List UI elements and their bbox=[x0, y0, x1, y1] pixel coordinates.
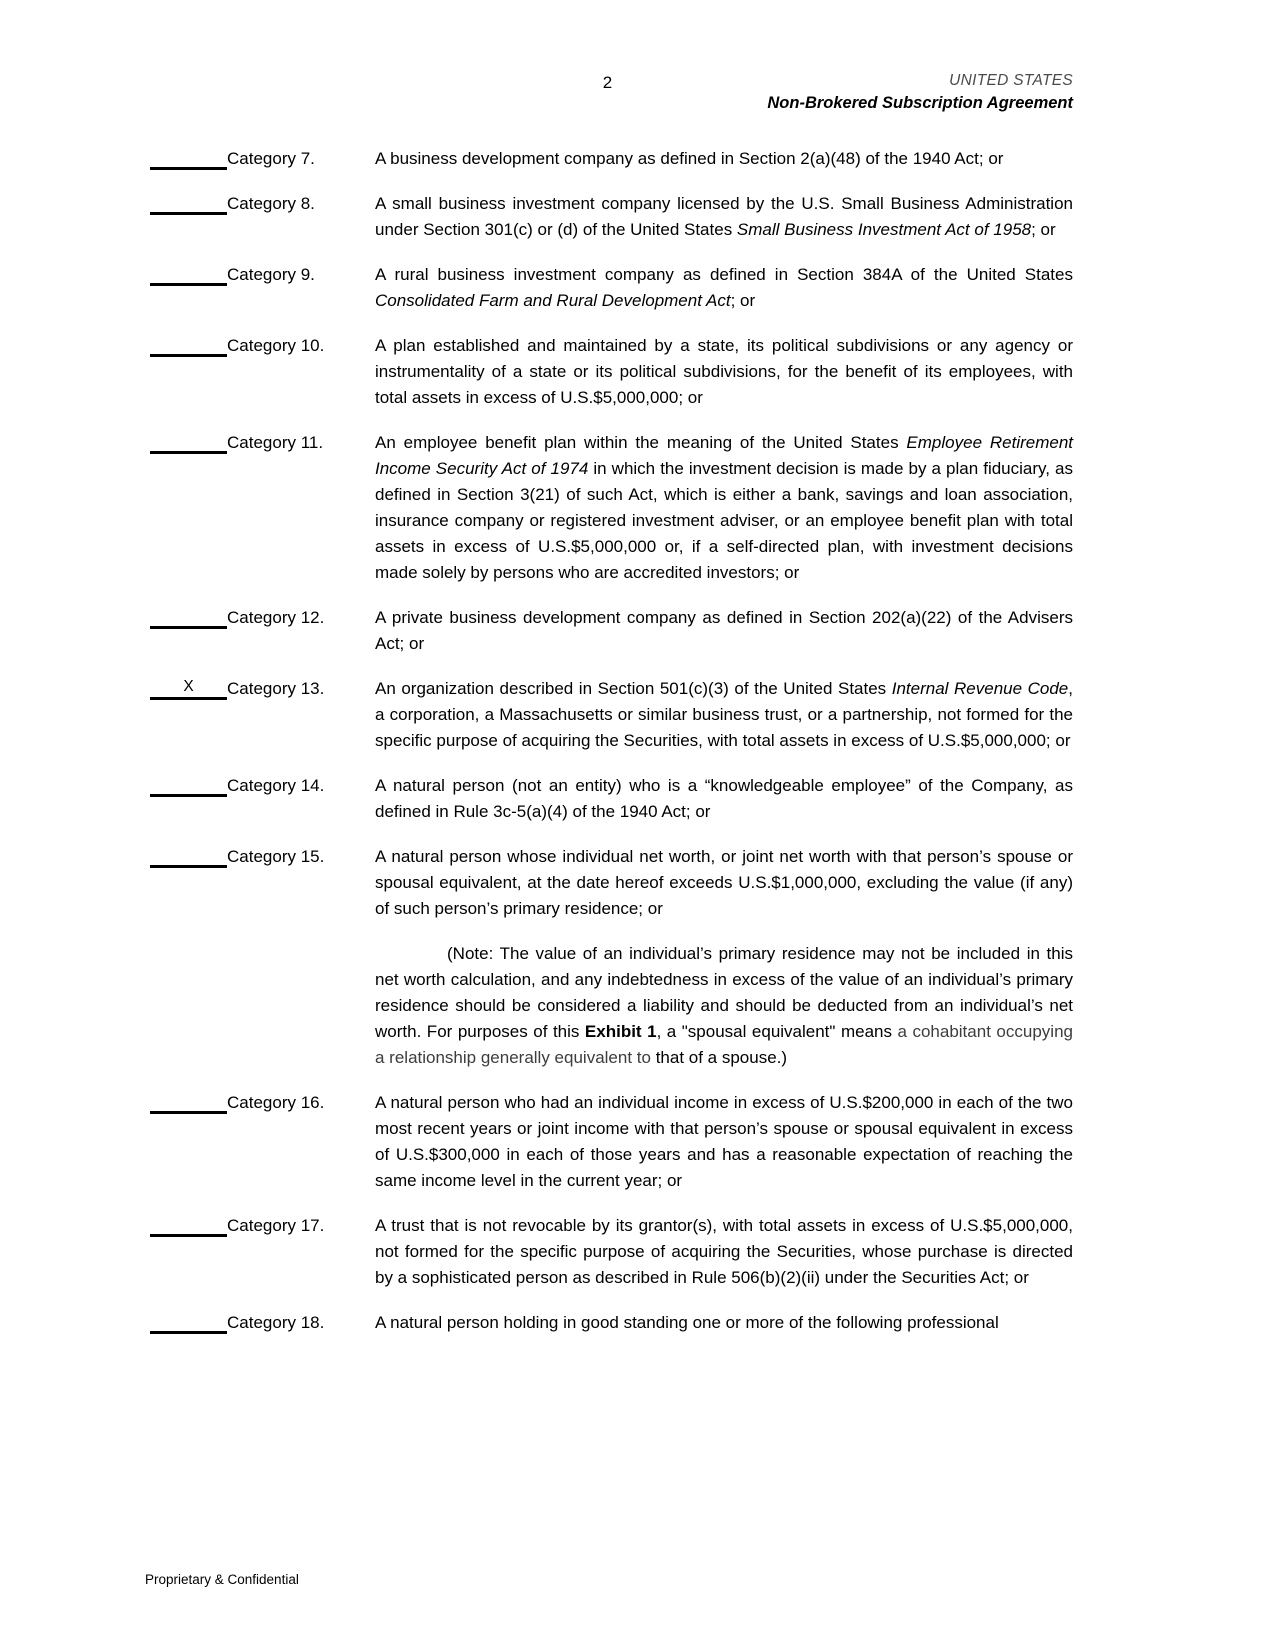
category-body-cell bbox=[375, 191, 1073, 243]
category-label: Category 15. bbox=[227, 847, 325, 866]
check-line[interactable] bbox=[150, 167, 227, 170]
check-line-cell bbox=[150, 191, 227, 243]
category-item-17 bbox=[150, 1213, 1073, 1291]
category-label: Category 17. bbox=[227, 1216, 325, 1235]
text-segment: Internal Revenue Code bbox=[891, 679, 1069, 698]
check-line[interactable] bbox=[150, 283, 227, 286]
category-label: Category 10. bbox=[227, 336, 325, 355]
text-segment: Exhibit 1 bbox=[584, 1022, 657, 1041]
text-segment: a cohabitant occupying a relationship generally equivalent to bbox=[375, 1022, 1073, 1067]
header-country: UNITED STATES bbox=[949, 72, 1073, 89]
check-line[interactable] bbox=[150, 354, 227, 357]
text-segment: An organization described in Section 501(c)(3) of the United States bbox=[375, 679, 892, 698]
category-label: Category 11. bbox=[227, 433, 324, 452]
category-item-10 bbox=[150, 333, 1073, 411]
category-label: Category 18. bbox=[227, 1313, 325, 1332]
check-line-cell bbox=[150, 262, 227, 314]
category-body-text bbox=[375, 146, 1073, 172]
category-body-text bbox=[375, 430, 1073, 586]
text-segment: A small business investment company licensed by the U.S. Small Business Administration under Section 301(c) or (d) of the United States bbox=[375, 194, 1073, 239]
category-label: Category 8. bbox=[227, 194, 315, 213]
check-line[interactable] bbox=[150, 697, 227, 700]
check-line[interactable] bbox=[150, 626, 227, 629]
check-line[interactable] bbox=[150, 212, 227, 215]
category-body-cell bbox=[375, 262, 1073, 314]
page-number: 2 bbox=[602, 73, 613, 92]
category-body-text bbox=[375, 844, 1073, 922]
check-line-cell bbox=[150, 773, 227, 825]
category-body-cell bbox=[375, 676, 1073, 754]
category-body-text bbox=[375, 941, 1073, 1071]
check-line-cell bbox=[150, 1213, 227, 1291]
check-line-cell bbox=[150, 1310, 227, 1336]
check-line[interactable] bbox=[150, 1234, 227, 1237]
text-segment: , a "spousal equivalent" means bbox=[656, 1022, 898, 1041]
category-item-14 bbox=[150, 773, 1073, 825]
text-segment: A natural person whose individual net worth, or joint net worth with that person’s spouse or spousal equivalent, at the date hereof exceeds U.S.$1,000,000, excluding the value (if any) of such person’s primary residence; or bbox=[375, 847, 1073, 918]
check-line[interactable] bbox=[150, 865, 227, 868]
category-label: Category 12. bbox=[227, 608, 325, 627]
text-segment: A private business development company as defined in Section 202(a)(22) of the Advisers Act; or bbox=[375, 608, 1073, 653]
category-item-7 bbox=[150, 146, 1073, 172]
category-body-cell bbox=[375, 146, 1073, 172]
text-segment: A plan established and maintained by a state, its political subdivisions or any agency or instrumentality of a state or its political subdivisions, for the benefit of its employees, with total assets in excess of U.S.$5,000,000; or bbox=[375, 336, 1073, 407]
category-body-text bbox=[375, 191, 1073, 243]
category-list bbox=[150, 146, 1073, 1355]
category-label: Category 9. bbox=[227, 265, 315, 284]
category-label: Category 14. bbox=[227, 776, 325, 795]
category-body-text bbox=[375, 1213, 1073, 1291]
check-line[interactable] bbox=[150, 451, 227, 454]
category-body-cell bbox=[375, 773, 1073, 825]
check-line[interactable] bbox=[150, 794, 227, 797]
text-segment: A natural person holding in good standing one or more of the following professional bbox=[375, 1313, 999, 1332]
category-body-cell bbox=[375, 333, 1073, 411]
text-segment: Consolidated Farm and Rural Development Act bbox=[375, 291, 731, 310]
text-segment: A rural business investment company as defined in Section 384A of the United States bbox=[375, 265, 1073, 284]
category-item-15 bbox=[150, 844, 1073, 922]
category-body-cell bbox=[375, 1310, 1073, 1336]
category-body-cell bbox=[375, 941, 1073, 1071]
header-document-title: Non-Brokered Subscription Agreement bbox=[767, 94, 1073, 112]
text-segment: in which the investment decision is made by a plan fiduciary, as defined in Section 3(21) of such Act, which is either a bank, savings and loan association, insurance company or registered investment adviser, or an employee benefit plan with total assets in excess of U.S.$5,000,000 or, if a self-directed plan, with investment decisions made solely by persons who are accredited investors; or bbox=[375, 459, 1073, 582]
text-segment: Small Business Investment Act of 1958 bbox=[736, 220, 1032, 239]
category-item-13 bbox=[150, 676, 1073, 754]
category-body-text bbox=[375, 605, 1073, 657]
category-item-12 bbox=[150, 605, 1073, 657]
text-segment: (Note: The value of an individual’s primary residence may not be included in this net worth calculation, and any indebtedness in excess of the value of an individual’s primary residence should be considered a liability and should be deducted from an individual’s net worth. For purposes of this bbox=[375, 944, 1073, 1041]
category-body-text bbox=[375, 773, 1073, 825]
category-label: Category 16. bbox=[227, 1093, 325, 1112]
category-body-cell bbox=[375, 1090, 1073, 1194]
category-body-cell bbox=[375, 605, 1073, 657]
check-line-cell bbox=[150, 333, 227, 411]
check-line[interactable] bbox=[150, 1331, 227, 1334]
footer-confidentiality-notice: Proprietary & Confidential bbox=[145, 1572, 299, 1587]
category-label: Category 13. bbox=[227, 679, 325, 698]
text-segment: A natural person (not an entity) who is a “knowledgeable employee” of the Company, as defined in Rule 3c-5(a)(4) of the 1940 Act; or bbox=[375, 776, 1073, 821]
category-item-18 bbox=[150, 1310, 1073, 1336]
category-label: Category 7. bbox=[227, 149, 315, 168]
text-segment: A business development company as defined in Section 2(a)(48) of the 1940 Act; or bbox=[375, 149, 1004, 168]
category-item-16 bbox=[150, 1090, 1073, 1194]
category-item-8 bbox=[150, 191, 1073, 243]
check-line-cell bbox=[150, 676, 227, 754]
text-segment: A natural person who had an individual income in excess of U.S.$200,000 in each of the two most recent years or joint income with that person’s spouse or spousal equivalent in excess of U.S.$300,000 in each of those years and has a reasonable expectation of reaching the same income level in the current year; or bbox=[375, 1093, 1073, 1190]
category-body-text bbox=[375, 676, 1073, 754]
category-body-cell bbox=[375, 844, 1073, 922]
text-segment: Employee Retirement Income Security Act of 1974 bbox=[375, 433, 1074, 478]
category-item-11 bbox=[150, 430, 1073, 586]
text-segment: An employee benefit plan within the meaning of the United States bbox=[375, 433, 907, 452]
check-line-cell bbox=[150, 605, 227, 657]
category-body-cell bbox=[375, 430, 1073, 586]
check-mark: X bbox=[183, 678, 194, 695]
check-line-cell bbox=[150, 146, 227, 172]
text-segment: ; or bbox=[1031, 220, 1056, 239]
category-body-cell bbox=[375, 1213, 1073, 1291]
check-line-cell bbox=[150, 844, 227, 922]
check-line-cell bbox=[150, 1090, 227, 1194]
category-body-text bbox=[375, 1090, 1073, 1194]
check-line[interactable] bbox=[150, 1111, 227, 1114]
category-body-text bbox=[375, 262, 1073, 314]
text-segment: ; or bbox=[730, 291, 756, 310]
document-header bbox=[767, 70, 1073, 114]
category-body-text bbox=[375, 1310, 1073, 1336]
category-item-9 bbox=[150, 262, 1073, 314]
text-segment: , a corporation, a Massachusetts or similar business trust, or a partnership, not formed for the specific purpose of acquiring the Securities, with total assets in excess of U.S.$5,000,000; or bbox=[375, 679, 1073, 750]
text-segment: that of a spouse.) bbox=[650, 1048, 788, 1067]
note-paragraph bbox=[150, 941, 1073, 1071]
category-body-text bbox=[375, 333, 1073, 411]
check-line-cell bbox=[150, 430, 227, 586]
text-segment: A trust that is not revocable by its grantor(s), with total assets in excess of U.S.$5,000,000, not formed for the specific purpose of acquiring the Securities, whose purchase is directed by a sophisticated person as described in Rule 506(b)(2)(ii) under the Securities Act; or bbox=[375, 1216, 1073, 1287]
